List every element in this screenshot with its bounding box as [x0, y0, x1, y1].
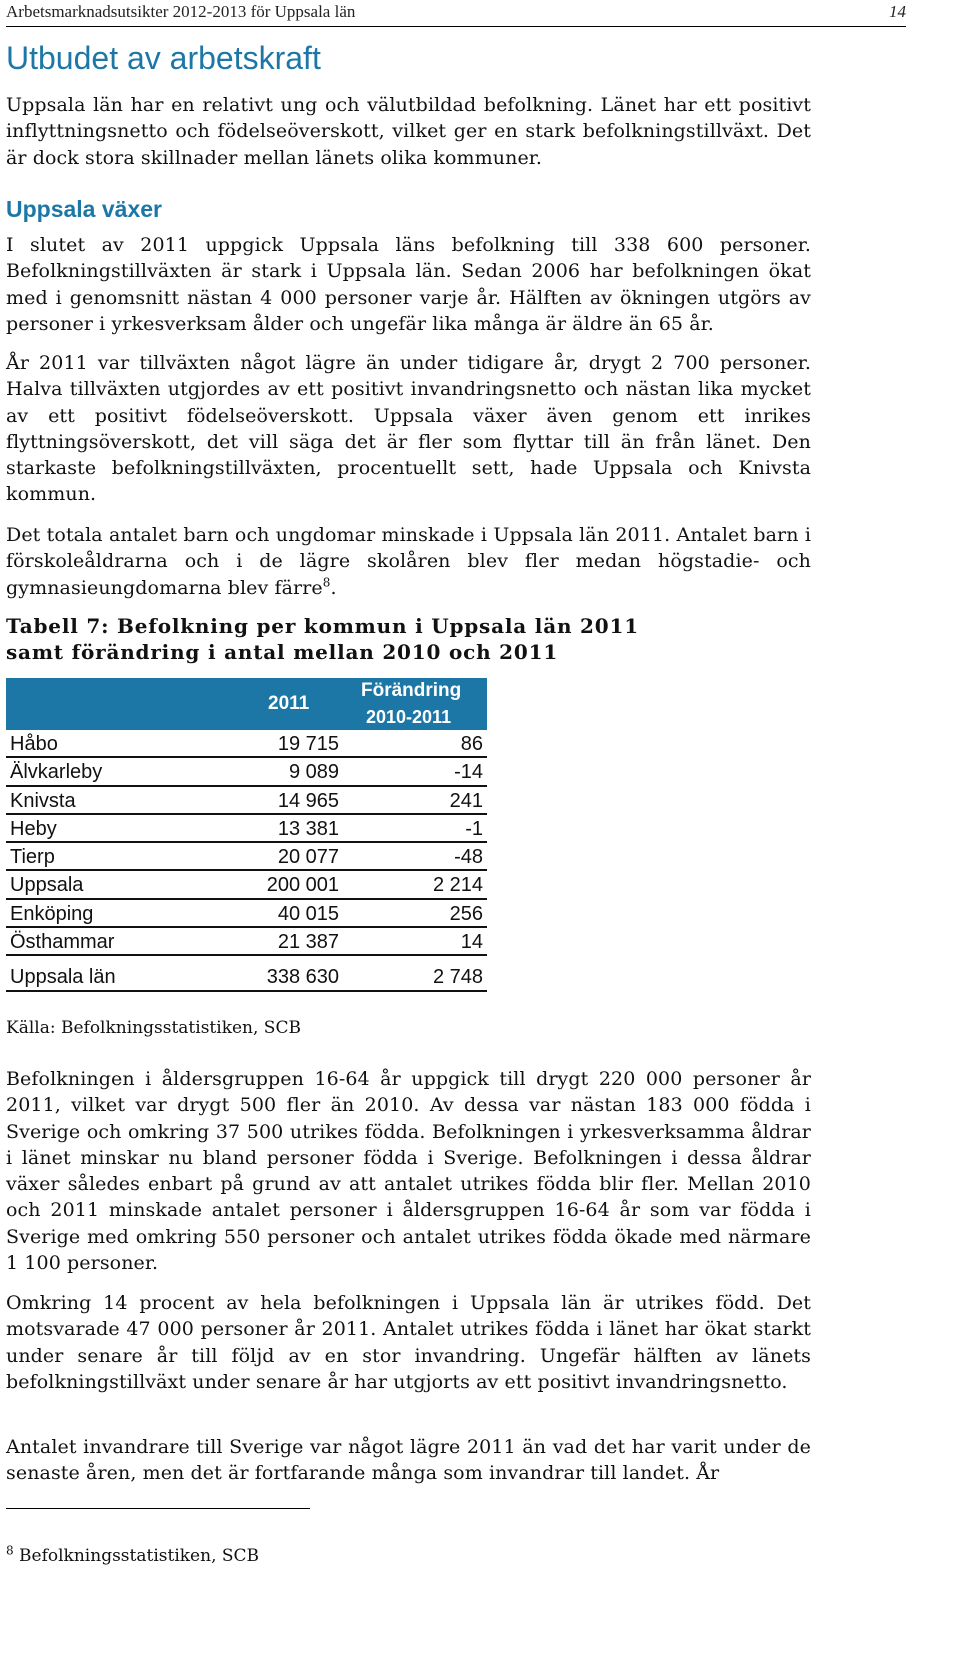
- row-municipality: Heby: [10, 817, 57, 840]
- page-number: 14: [889, 2, 906, 21]
- table-row: [6, 815, 487, 843]
- paragraph-3: [6, 522, 811, 601]
- row-change: 86: [460, 733, 483, 755]
- total-change: 2 748: [432, 966, 483, 989]
- table-row: [6, 871, 487, 899]
- footnote-text: Befolkningsstatistiken, SCB: [13, 1546, 260, 1566]
- table-row: [6, 758, 487, 786]
- total-population: 338 630: [266, 966, 339, 989]
- row-population: 40 015: [277, 902, 339, 925]
- paragraph-1: I slutet av 2011 uppgick Uppsala läns befolkning till 338 600 personer. Befolkningstillväxten är stark i Uppsala län. Sedan 2006 har befolkningen ökat med i genomsnitt nästan 4 000 personer varje år. Hälften av ökningen utgörs av personer i yrkesverksam ålder och ungefär lika många är äldre än 65 år.: [6, 234, 811, 335]
- row-population: 13 381: [277, 817, 339, 840]
- table-caption: [6, 613, 646, 665]
- column-header-change-period: 2010-2011: [366, 707, 452, 727]
- row-change: -1: [465, 817, 483, 840]
- paragraph-5: Omkring 14 procent av hela befolkningen i Uppsala län är utrikes född. Det motsvarade 47 000 personer år 2011. Antalet utrikes födda i länet har ökat starkt under senare år till följd av en stor invandring. Ungefär hälften av länets befolkningstillväxt under senare år har utgjorts av ett positivt invandringsnetto.: [6, 1292, 811, 1393]
- table-row: [6, 787, 487, 815]
- table-total-row: [6, 956, 487, 992]
- row-municipality: Enköping: [10, 902, 94, 925]
- row-municipality: Älvkarleby: [10, 761, 103, 784]
- row-population: 21 387: [277, 931, 339, 954]
- row-change: -48: [454, 846, 483, 869]
- population-table: [6, 678, 487, 992]
- table-source: Källa: Befolkningsstatistiken, SCB: [6, 1018, 301, 1038]
- table-row: [6, 928, 487, 956]
- subsection-title: Uppsala växer: [6, 196, 162, 222]
- section-title: Utbudet av arbetskraft: [6, 40, 321, 76]
- row-change: 14: [460, 931, 483, 954]
- row-municipality: Håbo: [10, 733, 58, 755]
- paragraph-3-text: Det totala antalet barn och ungdomar minskade i Uppsala län 2011. Antalet barn i förskoleåldrarna och i de lägre skolåren blev fler medan högstadie- och gymnasieungdomarna blev färre: [6, 524, 811, 599]
- row-municipality: Uppsala: [10, 874, 84, 897]
- table-row: [6, 843, 487, 871]
- row-municipality: Östhammar: [10, 931, 115, 954]
- total-label: Uppsala län: [10, 966, 116, 989]
- row-change: 256: [449, 902, 483, 925]
- row-change: 2 214: [432, 874, 483, 897]
- row-municipality: Tierp: [10, 846, 55, 869]
- row-municipality: Knivsta: [10, 789, 76, 812]
- row-population: 20 077: [277, 846, 339, 869]
- row-population: 9 089: [288, 761, 339, 784]
- header-title: Arbetsmarknadsutsikter 2012-2013 för Uppsala län: [6, 2, 356, 21]
- paragraph-3-end: .: [330, 576, 337, 599]
- row-population: 14 965: [277, 789, 339, 812]
- running-header: [6, 2, 906, 27]
- footnote-number: 8: [6, 1543, 14, 1558]
- table-caption-line-2: samt förändring i antal mellan 2010 och 2011: [6, 640, 559, 664]
- row-change: -14: [454, 761, 483, 784]
- column-header-2011: 2011: [268, 693, 310, 714]
- table-caption-line-1: Tabell 7: Befolkning per kommun i Uppsala län 2011: [6, 614, 639, 638]
- table-header: [6, 678, 487, 730]
- paragraph-2: År 2011 var tillväxten något lägre än under tidigare år, drygt 2 700 personer. Halva tillväxten utgjordes av ett positivt invandringsnetto och nästan lika mycket av ett positivt födelseöverskott. Uppsala växer även genom ett inrikes flyttningsöverskott, det vill säga det är fler som flyttar till än från länet. Den starkaste befolkningstillväxten, procentuellt sett, hade Uppsala och Knivsta kommun.: [6, 352, 811, 506]
- row-population: 19 715: [277, 733, 339, 755]
- footnote-separator: [6, 1508, 310, 1509]
- row-change: 241: [449, 789, 483, 812]
- paragraph-4: Befolkningen i åldersgruppen 16-64 år uppgick till drygt 220 000 personer år 2011, vilket var drygt 500 fler än 2010. Av dessa var nästan 183 000 födda i Sverige och omkring 37 500 utrikes födda. Befolkningen i yrkesverksamma åldrar i länet minskar nu bland personer födda i Sverige. Befolkningen i dessa åldrar växer således enbart på grund av att antalet utrikes födda blir fler. Mellan 2010 och 2011 minskade antalet personer i åldersgruppen 16-64 år som var födda i Sverige med omkring 550 personer och antalet utrikes födda ökade med närmare 1 100 personer.: [6, 1068, 811, 1275]
- footnote-ref[interactable]: 8: [322, 575, 331, 590]
- paragraph-6: Antalet invandrare till Sverige var något lägre 2011 än vad det har varit under de senaste åren, men det är fortfarande många som invandrar till landet. År: [6, 1436, 811, 1485]
- row-population: 200 001: [266, 874, 339, 897]
- footnote: [6, 1543, 260, 1566]
- table-row: [6, 900, 487, 928]
- intro-paragraph: Uppsala län har en relativt ung och välutbildad befolkning. Länet har ett positivt inflyttningsnetto och födelseöverskott, vilket ger en stark befolkningstillväxt. Det är dock stora skillnader mellan länets olika kommuner.: [6, 94, 811, 169]
- table-row: [6, 730, 487, 758]
- column-header-change: Förändring: [361, 680, 462, 701]
